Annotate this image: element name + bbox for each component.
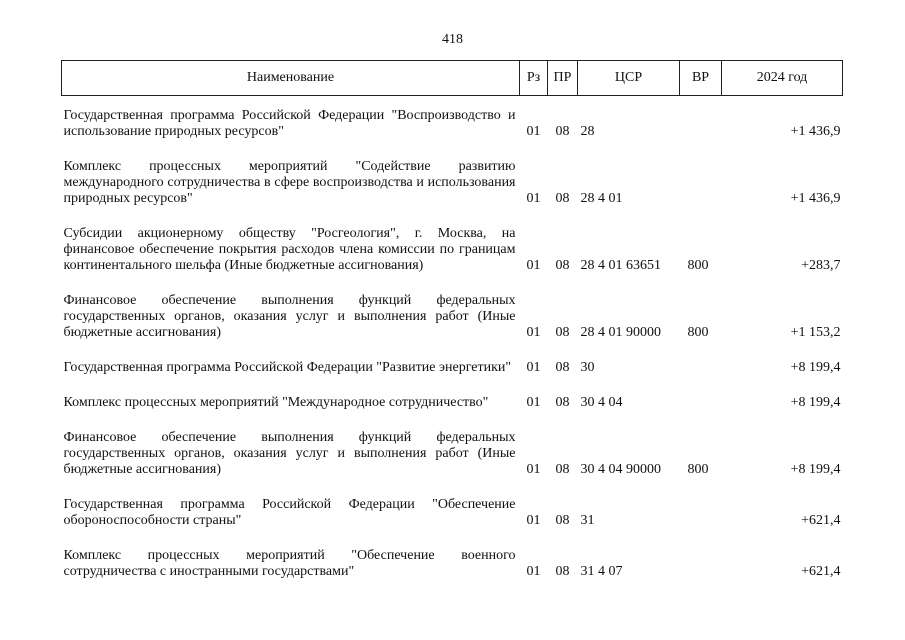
row-vr (680, 537, 722, 588)
row-csr: 31 (580, 513, 595, 528)
row-pr: 08 (555, 124, 570, 139)
row-vr: 800 (687, 462, 709, 477)
header-year: 2024 год (722, 61, 843, 96)
row-amount: +8 199,4 (790, 360, 841, 375)
row-csr: 28 (580, 124, 595, 139)
row-pr: 08 (555, 462, 570, 477)
row-rz: 01 (526, 513, 541, 528)
row-amount: +621,4 (801, 564, 841, 579)
table-row (62, 384, 843, 419)
row-name: Государственная программа Российской Федерации "Развитие энергетики" (63, 360, 512, 375)
row-csr: 31 4 07 (580, 564, 623, 579)
row-vr (680, 148, 722, 215)
row-name: Государственная программа Российской Федерации "Обеспечение обороноспособности страны" (63, 497, 516, 528)
header-rz: Рз (520, 61, 548, 96)
table-row (62, 349, 843, 384)
row-pr: 08 (555, 325, 570, 340)
row-name: Субсидии акционерному обществу "Росгеология", г. Москва, на финансовое обеспечение покрытия расходов члена комиссии по границам континентального шельфа (Иные бюджетные ассигнования) (63, 226, 516, 273)
row-name: Государственная программа Российской Федерации "Воспроизводство и использование природных ресурсов" (63, 108, 516, 139)
row-name: Финансовое обеспечение выполнения функций федеральных государственных органов, оказания услуг и выполнения работ (Иные бюджетные ассигнования) (63, 293, 516, 340)
row-rz: 01 (526, 325, 541, 340)
row-csr: 28 4 01 63651 (580, 258, 661, 273)
header-vr: ВР (680, 61, 722, 96)
row-pr: 08 (555, 258, 570, 273)
row-rz: 01 (526, 462, 541, 477)
row-amount: +1 436,9 (790, 191, 841, 206)
table-row (62, 282, 843, 349)
table-body (62, 96, 843, 589)
row-pr: 08 (555, 395, 570, 410)
row-vr (680, 349, 722, 384)
row-amount: +1 153,2 (790, 325, 841, 340)
table-row (62, 96, 843, 149)
row-amount: +1 436,9 (790, 124, 841, 139)
row-rz: 01 (526, 395, 541, 410)
header-pr: ПР (548, 61, 578, 96)
row-rz: 01 (526, 124, 541, 139)
row-name: Комплекс процессных мероприятий "Международное сотрудничество" (63, 395, 489, 410)
header-name: Наименование (62, 61, 520, 96)
row-vr (680, 384, 722, 419)
table-header (62, 61, 843, 96)
table-row (62, 486, 843, 537)
table-row (62, 215, 843, 282)
row-pr: 08 (555, 513, 570, 528)
header-csr: ЦСР (578, 61, 680, 96)
row-amount: +8 199,4 (790, 462, 841, 477)
row-amount: +8 199,4 (790, 395, 841, 410)
budget-table (61, 60, 843, 588)
row-name: Комплекс процессных мероприятий "Содействие развитию международного сотрудничества в сфере воспроизводства и использования природных ресурсов" (63, 159, 516, 206)
row-csr: 28 4 01 90000 (580, 325, 661, 340)
row-name: Комплекс процессных мероприятий "Обеспечение военного сотрудничества с иностранными государствами" (63, 548, 516, 579)
row-name: Финансовое обеспечение выполнения функций федеральных государственных органов, оказания услуг и выполнения работ (Иные бюджетные ассигнования) (63, 430, 516, 477)
row-rz: 01 (526, 258, 541, 273)
row-pr: 08 (555, 564, 570, 579)
row-amount: +621,4 (801, 513, 841, 528)
row-csr: 30 (580, 360, 595, 375)
row-rz: 01 (526, 360, 541, 375)
table-row (62, 419, 843, 486)
page-number: 418 (442, 32, 463, 47)
row-vr (680, 486, 722, 537)
table-row (62, 537, 843, 588)
row-csr: 30 4 04 90000 (580, 462, 661, 477)
table-row (62, 148, 843, 215)
row-vr: 800 (687, 258, 709, 273)
row-rz: 01 (526, 191, 541, 206)
row-pr: 08 (555, 360, 570, 375)
row-vr: 800 (687, 325, 709, 340)
row-csr: 30 4 04 (580, 395, 623, 410)
row-rz: 01 (526, 564, 541, 579)
row-pr: 08 (555, 191, 570, 206)
row-vr (680, 96, 722, 149)
row-amount: +283,7 (801, 258, 841, 273)
row-csr: 28 4 01 (580, 191, 623, 206)
